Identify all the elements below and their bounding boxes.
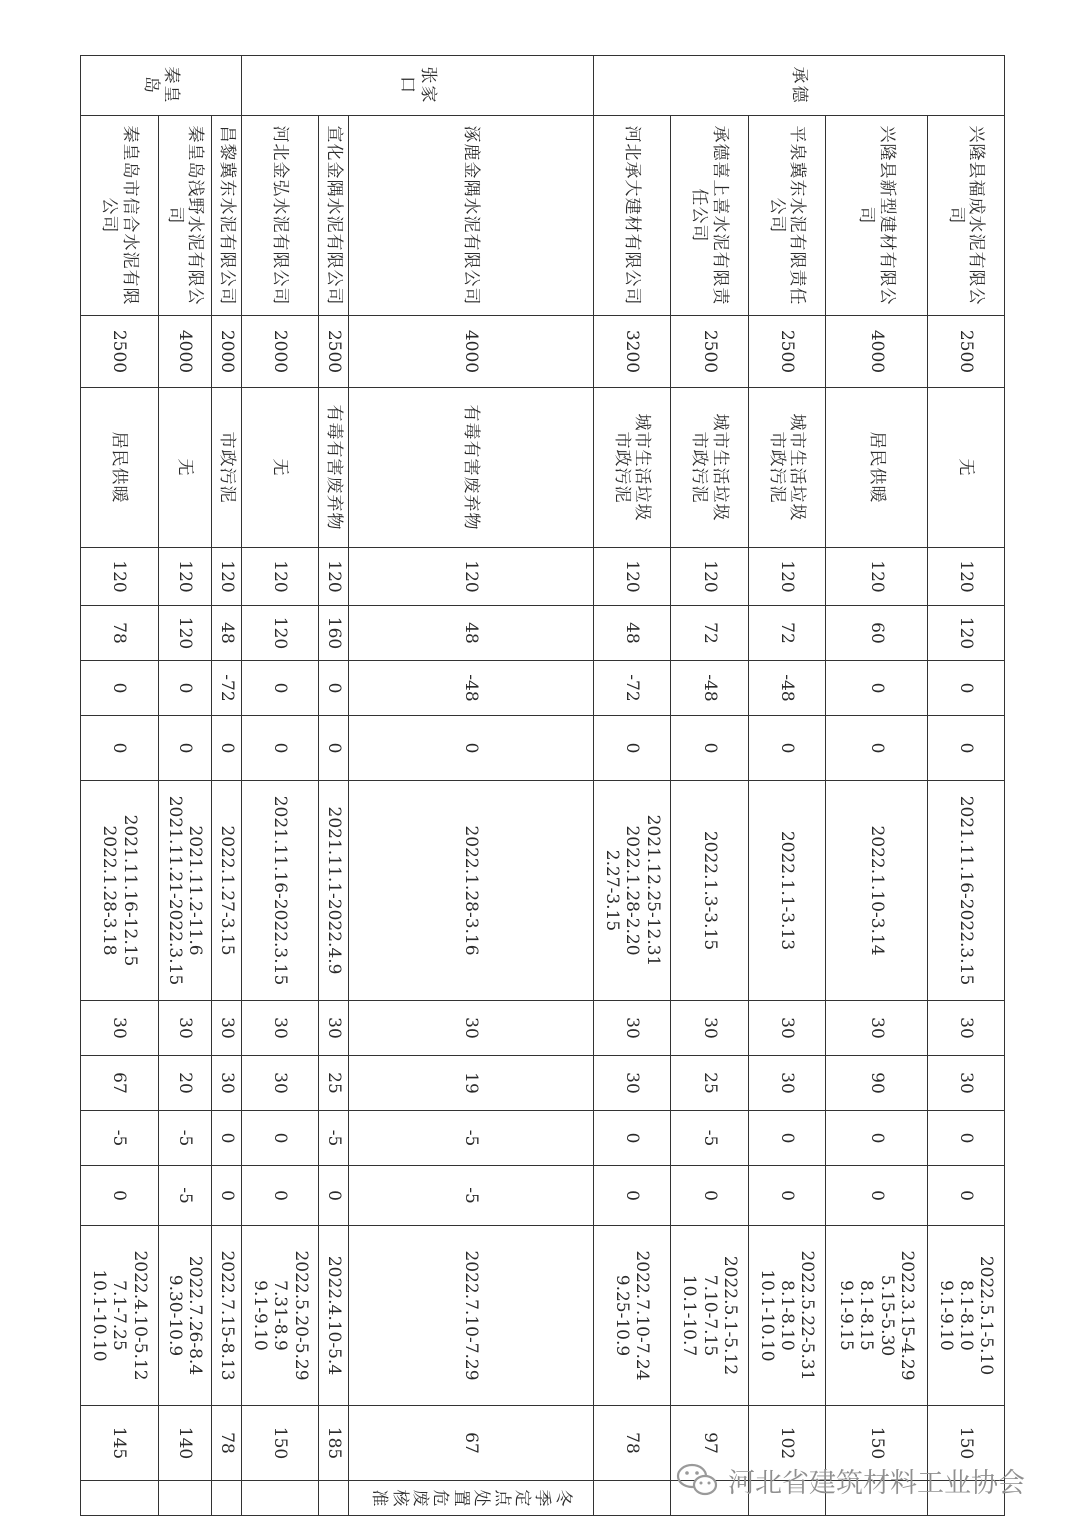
capacity-cell: 2500 [319,316,349,388]
c5-cell: 30 [671,1001,748,1056]
total-cell: 150 [927,1406,1004,1481]
period2-cell: 2022.7.26-8.4 9.30-10.9 [158,1226,212,1406]
table-row [748,56,825,1516]
c4-cell: 0 [81,716,159,781]
watermark-text: 河北省建筑材料工业协会 [728,1467,1025,1499]
c8-cell: -5 [158,1166,212,1226]
period2-cell: 2022.3.15-4.29 5.15-5.30 8.1-8.15 9.1-9.15 [826,1226,927,1406]
c6-cell: 25 [319,1056,349,1111]
c2-cell: 48 [212,606,242,661]
c3-cell: -72 [593,661,670,716]
co-processing-cell: 无 [927,388,1004,548]
note-cell [593,1481,670,1516]
c2-cell: 48 [593,606,670,661]
c1-cell: 120 [241,548,318,606]
company-name-cell: 河北金弘水泥有限公司 [241,116,318,316]
c4-cell: 0 [671,716,748,781]
co-processing-cell: 城市生活垃圾 市政污泥 [671,388,748,548]
c3-cell: -72 [212,661,242,716]
period2-cell: 2022.7.10-7.29 [349,1226,594,1406]
c8-cell: 0 [748,1166,825,1226]
region-cell: 秦皇岛 [81,56,242,116]
c7-cell: -5 [349,1111,594,1166]
c2-cell: 78 [81,606,159,661]
company-name-cell: 秦皇岛浅野水泥有限公司 [158,116,212,316]
c8-cell: 0 [81,1166,159,1226]
c5-cell: 30 [158,1001,212,1056]
period1-cell: 2021.11.16-2022.3.15 [927,781,1004,1001]
region-cell: 承德 [593,56,1004,116]
wechat-icon [676,1462,720,1498]
period2-cell: 2022.4.10-5.12 7.1-7.25 10.1-10.10 [81,1226,159,1406]
table-row [212,56,242,1516]
total-cell: 78 [593,1406,670,1481]
co-processing-cell: 无 [158,388,212,548]
c4-cell: 0 [158,716,212,781]
period1-cell: 2021.11.16-12.15 2022.1.28-3.18 [81,781,159,1001]
total-cell: 185 [319,1406,349,1481]
c2-cell: 72 [748,606,825,661]
co-processing-cell: 无 [241,388,318,548]
c7-cell: -5 [81,1111,159,1166]
c7-cell: 0 [212,1111,242,1166]
c5-cell: 30 [212,1001,242,1056]
period2-cell: 2022.5.20-5.29 7.31-8.9 9.1-9.10 [241,1226,318,1406]
c6-cell: 67 [81,1056,159,1111]
capacity-cell: 4000 [349,316,594,388]
note-cell [158,1481,212,1516]
c3-cell: 0 [319,661,349,716]
company-name-cell: 秦皇岛市信合水泥有限公司 [81,116,159,316]
capacity-cell: 2000 [212,316,242,388]
c6-cell: 90 [826,1056,927,1111]
co-processing-cell: 市政污泥 [212,388,242,548]
c1-cell: 120 [927,548,1004,606]
c4-cell: 0 [927,716,1004,781]
c6-cell: 30 [212,1056,242,1111]
company-name-cell: 平泉冀东水泥有限责任公司 [748,116,825,316]
c8-cell: -5 [349,1166,594,1226]
c8-cell: 0 [241,1166,318,1226]
c6-cell: 19 [349,1056,594,1111]
table-row [319,56,349,1516]
c7-cell: -5 [158,1111,212,1166]
c3-cell: -48 [748,661,825,716]
period1-cell: 2021.11.1-2022.4.9 [319,781,349,1001]
c1-cell: 120 [158,548,212,606]
note-cell [81,1481,159,1516]
c2-cell: 120 [927,606,1004,661]
c1-cell: 120 [212,548,242,606]
c5-cell: 30 [593,1001,670,1056]
c3-cell: 0 [826,661,927,716]
c3-cell: 0 [81,661,159,716]
production-schedule-table [80,55,1005,1516]
period1-cell: 2022.1.27-3.15 [212,781,242,1001]
c4-cell: 0 [349,716,594,781]
co-processing-cell: 有毒有害废弃物 [349,388,594,548]
capacity-cell: 2500 [927,316,1004,388]
company-name-cell: 涿鹿金隅水泥有限公司 [349,116,594,316]
c3-cell: -48 [671,661,748,716]
table-row [158,56,212,1516]
total-cell: 102 [748,1406,825,1481]
co-processing-cell: 有毒有害废弃物 [319,388,349,548]
c6-cell: 25 [671,1056,748,1111]
capacity-cell: 2500 [748,316,825,388]
period2-cell: 2022.5.1-5.12 7.10-7.15 10.1-10.7 [671,1226,748,1406]
note-cell [319,1481,349,1516]
c5-cell: 30 [927,1001,1004,1056]
c7-cell: 0 [927,1111,1004,1166]
c1-cell: 120 [349,548,594,606]
c8-cell: 0 [212,1166,242,1226]
period1-cell: 2021.11.2-11.6 2021.11.21-2022.3.15 [158,781,212,1001]
capacity-cell: 3200 [593,316,670,388]
c7-cell: 0 [748,1111,825,1166]
company-name-cell: 昌黎冀东水泥有限公司 [212,116,242,316]
c5-cell: 30 [319,1001,349,1056]
company-name-cell: 承德喜上喜水泥有限责任公司 [671,116,748,316]
c1-cell: 120 [81,548,159,606]
company-name-cell: 河北承大建材有限公司 [593,116,670,316]
company-name-cell: 兴隆县福成水泥有限公司 [927,116,1004,316]
c4-cell: 0 [593,716,670,781]
period2-cell: 2022.7.10-7.24 9.25-10.9 [593,1226,670,1406]
c6-cell: 30 [593,1056,670,1111]
c7-cell: 0 [241,1111,318,1166]
c6-cell: 30 [748,1056,825,1111]
c4-cell: 0 [319,716,349,781]
c3-cell: 0 [927,661,1004,716]
c3-cell: 0 [241,661,318,716]
total-cell: 150 [826,1406,927,1481]
total-cell: 145 [81,1406,159,1481]
c5-cell: 30 [826,1001,927,1056]
c6-cell: 20 [158,1056,212,1111]
period2-cell: 2022.4.10-5.4 [319,1226,349,1406]
total-cell: 97 [671,1406,748,1481]
period1-cell: 2022.1.10-3.14 [826,781,927,1001]
c6-cell: 30 [241,1056,318,1111]
co-processing-cell: 居民供暖 [81,388,159,548]
c7-cell: 0 [826,1111,927,1166]
capacity-cell: 2500 [81,316,159,388]
table-row [671,56,748,1516]
watermark [676,1460,1025,1500]
total-cell: 140 [158,1406,212,1481]
co-processing-cell: 居民供暖 [826,388,927,548]
c8-cell: 0 [826,1166,927,1226]
co-processing-cell: 城市生活垃圾 市政污泥 [748,388,825,548]
note-cell [241,1481,318,1516]
note-cell [212,1481,242,1516]
period1-cell: 2022.1.1-3.13 [748,781,825,1001]
total-cell: 67 [349,1406,594,1481]
table-row [81,56,159,1516]
c8-cell: 0 [927,1166,1004,1226]
c2-cell: 60 [826,606,927,661]
company-name-cell: 宣化金隅水泥有限公司 [319,116,349,316]
capacity-cell: 2500 [671,316,748,388]
c8-cell: 0 [593,1166,670,1226]
c2-cell: 120 [158,606,212,661]
c2-cell: 72 [671,606,748,661]
period2-cell: 2022.5.22-5.31 8.1-8.10 10.1-10.10 [748,1226,825,1406]
c2-cell: 160 [319,606,349,661]
c2-cell: 120 [241,606,318,661]
period1-cell: 2021.11.16-2022.3.15 [241,781,318,1001]
c7-cell: 0 [593,1111,670,1166]
period1-cell: 2022.1.28-3.16 [349,781,594,1001]
period2-cell: 2022.7.15-8.13 [212,1226,242,1406]
c5-cell: 30 [81,1001,159,1056]
c1-cell: 120 [671,548,748,606]
capacity-cell: 4000 [826,316,927,388]
c6-cell: 30 [927,1056,1004,1111]
c2-cell: 48 [349,606,594,661]
c4-cell: 0 [748,716,825,781]
table-row [826,56,927,1516]
c4-cell: 0 [826,716,927,781]
c5-cell: 30 [349,1001,594,1056]
table-body [81,56,1005,1516]
capacity-cell: 2000 [241,316,318,388]
c7-cell: -5 [319,1111,349,1166]
capacity-cell: 4000 [158,316,212,388]
c8-cell: 0 [671,1166,748,1226]
c4-cell: 0 [241,716,318,781]
table-row [349,56,594,1516]
note-cell: 冬季定点处置危废核准 [349,1481,594,1516]
c1-cell: 120 [593,548,670,606]
table-row [241,56,318,1516]
c7-cell: -5 [671,1111,748,1166]
c1-cell: 120 [319,548,349,606]
total-cell: 150 [241,1406,318,1481]
c1-cell: 120 [748,548,825,606]
c4-cell: 0 [212,716,242,781]
c5-cell: 30 [241,1001,318,1056]
company-name-cell: 兴隆县新型建材有限公司 [826,116,927,316]
c3-cell: -48 [349,661,594,716]
period1-cell: 2022.1.3-3.15 [671,781,748,1001]
period2-cell: 2022.5.1-5.10 8.1-8.10 9.1-9.10 [927,1226,1004,1406]
c8-cell: 0 [319,1166,349,1226]
c5-cell: 30 [748,1001,825,1056]
c1-cell: 120 [826,548,927,606]
period1-cell: 2021.12.25-12.31 2022.1.28-2.20 2.27-3.15 [593,781,670,1001]
table-row [593,56,670,1516]
total-cell: 78 [212,1406,242,1481]
region-cell: 张家口 [241,56,593,116]
co-processing-cell: 城市生活垃圾 市政污泥 [593,388,670,548]
table-row [927,56,1004,1516]
c3-cell: 0 [158,661,212,716]
